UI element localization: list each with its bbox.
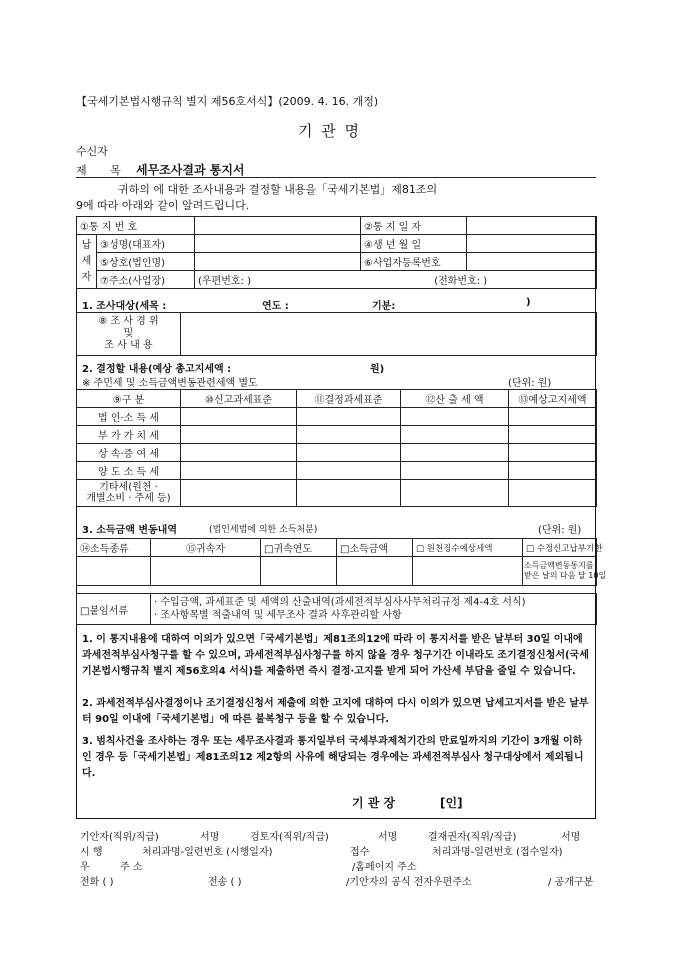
- company-label: ⑤상호(법인명): [97, 253, 195, 271]
- subject-label: 제 목: [76, 164, 131, 177]
- agency-title: 기 관 명: [298, 122, 362, 140]
- decision-table: [76, 389, 597, 507]
- phone-text: (전화번호: ): [434, 276, 488, 287]
- col-category: ⑨구 분: [77, 390, 181, 408]
- income-change-table: [76, 538, 607, 586]
- col-income-amount: □소득금액: [337, 539, 413, 557]
- table-cell[interactable]: [413, 557, 523, 586]
- table-cell[interactable]: [509, 444, 597, 462]
- footer-sign-1: 서명: [200, 832, 220, 843]
- subject-divider: [76, 177, 596, 178]
- footer-email: /기안자의 공식 전자우편주소: [346, 877, 472, 888]
- notice-date-label: ②통 지 일 자: [361, 217, 467, 235]
- table-cell[interactable]: [401, 426, 509, 444]
- note-2: 2. 과세전적부심사결정이나 조기결정신청서 제출에 의한 고지에 대하여 다시 이의가 있으면 납세고지서를 받은 날부터 90일 이내에「국세기본법」에 따른 불복청구 등을 할 수 있습니다.: [82, 698, 589, 725]
- table-cell[interactable]: [337, 557, 413, 586]
- table-cell[interactable]: [401, 462, 509, 480]
- section3-unit: (단위: 원): [538, 525, 582, 536]
- footer-tel: 전화 ( ): [80, 877, 114, 888]
- notice-no-label: ①통 지 번 호: [77, 217, 195, 235]
- footer-proc-no-2: 처리과명-일련번호 (접수일자): [432, 847, 563, 858]
- note-1: 1. 이 통지내용에 대하여 이의가 있으면「국세기본법」제81조의12에 따라 이 통지서를 받은 날부터 30일 이내에 과세전적부심사청구를 할 수 있으며, 과세전적부심사청구를 하지 않을 경우 청구기간 이내라도 조기결정신청서(국세기본법시행규칙 별지 제56호의4 서식)를 제출하면 즉시 결정·고지를 받게 되어 가산세 부담을 줄일 수 있습니다.: [82, 634, 589, 677]
- footer-drafter: 기안자(직위/직급): [80, 832, 159, 843]
- investigation-field[interactable]: [181, 313, 597, 356]
- attachment-label[interactable]: □붙임서류: [77, 594, 151, 625]
- name-label: ③성명(대표자): [97, 235, 195, 253]
- col-computed-tax: ⑫산 출 세 액: [401, 390, 509, 408]
- table-cell[interactable]: [181, 462, 297, 480]
- footer-enforce: 시 행: [80, 847, 103, 858]
- table-cell[interactable]: [77, 557, 151, 586]
- birth-label: ④생 년 월 일: [361, 235, 467, 253]
- notice-no-field[interactable]: [195, 217, 361, 235]
- table-cell[interactable]: [509, 480, 597, 507]
- footer-receive: 접수: [350, 847, 370, 858]
- footer-proc-no-1: 처리과명-일련번호 (시행일자): [142, 847, 273, 858]
- col-reported-base: ⑩신고과세표준: [181, 390, 297, 408]
- footer-approver: 결재권자(직위/직급): [428, 832, 517, 843]
- footer-reviewer: 검토자(직위/직급): [250, 832, 329, 843]
- col-amended-deadline: □ 수정신고납부기한: [523, 539, 597, 557]
- table-cell[interactable]: [181, 426, 297, 444]
- section1-period: 연도 :: [262, 301, 289, 312]
- section1-close: ): [526, 297, 531, 308]
- table-cell[interactable]: [509, 462, 597, 480]
- table-cell[interactable]: [297, 480, 401, 507]
- investigation-label: ⑧ 조 사 경 위 및 조 사 내 용: [77, 313, 181, 356]
- table-cell[interactable]: [181, 408, 297, 426]
- birth-field[interactable]: [467, 235, 597, 253]
- col-withholding-tax: □ 원천징수예상세액: [413, 539, 523, 557]
- taxpayer-table: [76, 216, 597, 289]
- deadline-note: 소득금액변동통지를 받은 날의 다음 달 10일: [523, 557, 597, 586]
- table-cell[interactable]: [401, 444, 509, 462]
- row-inheritance-gift-tax: 상 속·증 여 세: [77, 444, 181, 462]
- address-label: ⑦주소(사업장): [97, 271, 195, 289]
- table-cell[interactable]: [509, 426, 597, 444]
- section2-note: ※ 주민세 및 소득금액변동관련세액 별도: [82, 378, 258, 389]
- table-cell[interactable]: [297, 426, 401, 444]
- section2-unit: (단위: 원): [508, 378, 552, 389]
- note-3: 3. 범칙사건을 조사하는 경우 또는 세무조사결과 통지일부터 국세부과제척기간의 만료일까지의 기간이 3개월 이하인 경우 등「국세기본법」제81조의12 제2항의 사유에 해당되는 경우에는 과세전적부심사 청구대상에서 제외됩니다.: [82, 736, 584, 779]
- footer-fax: 전송 ( ): [208, 877, 242, 888]
- table-cell[interactable]: [181, 444, 297, 462]
- section1-heading: 1. 조사대상(세목 :: [82, 301, 167, 312]
- biz-no-field[interactable]: [467, 253, 597, 271]
- address-field[interactable]: [195, 271, 597, 289]
- table-cell[interactable]: [181, 480, 297, 507]
- section1-table: [76, 312, 597, 356]
- col-income-type: ⑭소득종류: [77, 539, 151, 557]
- table-cell[interactable]: [297, 408, 401, 426]
- subject-text: 세무조사결과 통지서: [136, 163, 245, 177]
- section3-heading-note: (법인세법에 의한 소득처분): [209, 525, 318, 535]
- name-field[interactable]: [195, 235, 361, 253]
- footer-disclosure: / 공개구분: [548, 877, 594, 888]
- table-cell[interactable]: [509, 408, 597, 426]
- table-cell[interactable]: [261, 557, 337, 586]
- postcode-text: (우편번호: ): [198, 276, 251, 287]
- table-cell[interactable]: [297, 444, 401, 462]
- footer-sign-2: 서명: [378, 832, 398, 843]
- section2-won: 원): [370, 364, 385, 375]
- col-determined-base: ⑪결정과세표준: [297, 390, 401, 408]
- row-corporate-income-tax: 법 인·소 득 세: [77, 408, 181, 426]
- footer-homepage: /홈페이지 주소: [352, 862, 417, 873]
- intro-line-2: 9에 따라 아래와 같이 알려드립니다.: [76, 199, 250, 212]
- row-other-taxes: 기타세(원천 · 개별소비 · 주세 등): [77, 480, 181, 507]
- recipient-label: 수신자: [76, 145, 108, 158]
- notice-date-field[interactable]: [467, 217, 597, 235]
- footer-sign-3: 서명: [561, 832, 581, 843]
- footer-post: 우: [80, 862, 90, 873]
- section1-base: 기분:: [372, 301, 396, 312]
- row-vat: 부 가 가 치 세: [77, 426, 181, 444]
- attachment-table: [76, 593, 597, 625]
- section2-heading: 2. 결정할 내용(예상 총고지세액 :: [82, 364, 232, 375]
- taxpayer-side-label: 납 세 자: [77, 235, 97, 289]
- col-attribution-year: □귀속연도: [261, 539, 337, 557]
- col-recipient: ⑮귀속자: [151, 539, 261, 557]
- intro-line-1: 귀하의 에 대한 조사내용과 결정할 내용을「국세기본법」제81조의: [118, 183, 438, 196]
- col-expected-tax: ⑬예상고지세액: [509, 390, 597, 408]
- table-cell[interactable]: [401, 480, 509, 507]
- footer-address: 주 소: [120, 862, 143, 873]
- table-cell[interactable]: [297, 462, 401, 480]
- form-reference: 【국세기본법시행규칙 별지 제56호서식】(2009. 4. 16. 개정): [76, 95, 379, 108]
- table-cell[interactable]: [401, 408, 509, 426]
- biz-no-label: ⑥사업자등록번호: [361, 253, 467, 271]
- agency-chief: 기 관 장: [352, 796, 396, 810]
- section3-heading: 3. 소득금액 변동내역: [82, 525, 177, 536]
- seal-mark: [인]: [440, 796, 463, 810]
- attachment-list: · 수입금액, 과세표준 및 세액의 산출내역(과세전적부심사사무처리규정 제4-4호 서식) · 조사항목별 적출내역 및 세무조사 결과 사후관리할 사항: [151, 594, 597, 625]
- row-transfer-income-tax: 양 도 소 득 세: [77, 462, 181, 480]
- table-cell[interactable]: [151, 557, 261, 586]
- company-field[interactable]: [195, 253, 361, 271]
